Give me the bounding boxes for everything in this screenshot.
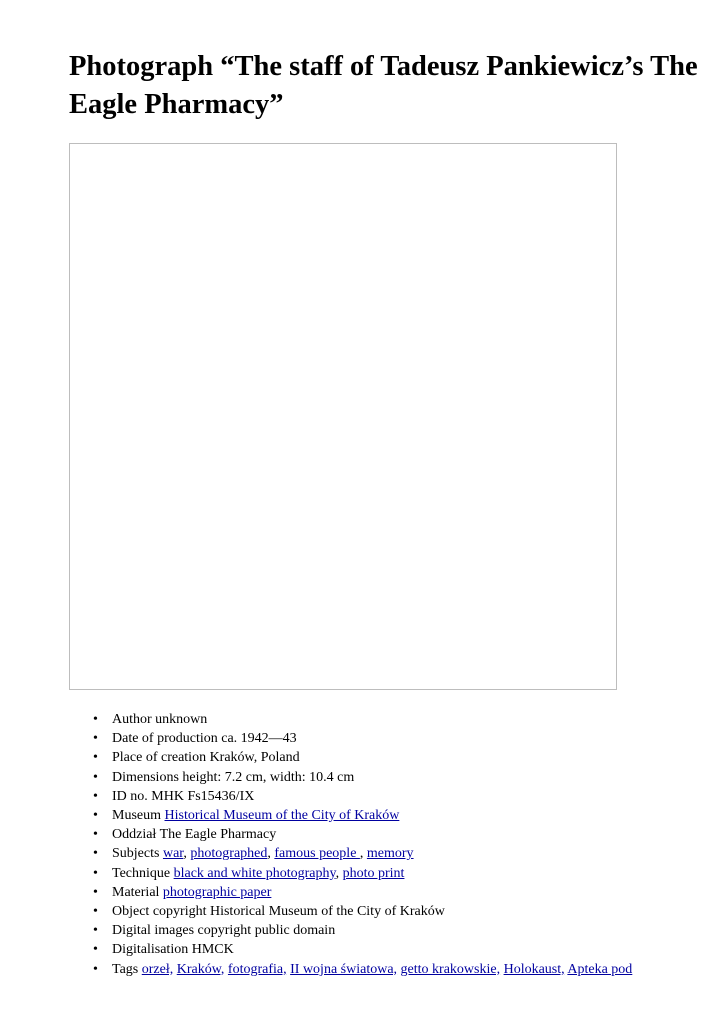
metadata-value: ca. 1942—43 (221, 731, 297, 747)
metadata-value: The Eagle Pharmacy (159, 827, 277, 843)
metadata-value: height: 7.2 cm, width: 10.4 cm (182, 769, 355, 785)
tag-link-orzel[interactable]: orzeł, (141, 961, 174, 977)
bullet-icon: • (93, 750, 98, 766)
metadata-label: Place of creation (112, 750, 207, 766)
metadata-item-date (69, 729, 689, 748)
tag-link-getto-krakowskie[interactable]: getto krakowskie, (400, 961, 501, 977)
technique-link-bw-photography[interactable]: black and white photography (173, 865, 336, 881)
metadata-item-material (69, 883, 689, 902)
bullet-icon: • (93, 884, 98, 900)
tag-link-holokaust[interactable]: Holokaust, (503, 961, 565, 977)
subject-link-war[interactable]: war (162, 846, 184, 862)
metadata-list (69, 710, 689, 979)
bullet-icon: • (93, 731, 98, 747)
metadata-label: Technique (112, 865, 171, 881)
bullet-icon: • (93, 846, 98, 862)
metadata-label: Date of production (112, 731, 218, 747)
metadata-value: public domain (254, 923, 336, 939)
museum-link[interactable]: Historical Museum of the City of Kraków (164, 808, 400, 824)
metadata-label: Digital images copyright (112, 923, 252, 939)
metadata-label: Material (112, 884, 160, 900)
metadata-item-museum (69, 806, 689, 825)
metadata-item-digitalisation (69, 940, 689, 959)
subject-link-famous-people[interactable]: famous people (274, 846, 360, 862)
bullet-icon: • (93, 769, 98, 785)
page-title: Photograph “The staff of Tadeusz Pankiewicz’s The Eagle Pharmacy” (69, 51, 698, 120)
metadata-item-branch (69, 825, 689, 844)
metadata-label: Museum (112, 808, 161, 824)
metadata-label: Subjects (112, 846, 160, 862)
bullet-icon: • (93, 961, 98, 977)
metadata-label: Object copyright (112, 904, 207, 920)
bullet-icon: • (93, 788, 98, 804)
subject-link-photographed[interactable]: photographed (190, 846, 268, 862)
metadata-item-object-copyright (69, 902, 689, 921)
metadata-label: Digitalisation (112, 942, 189, 958)
tag-link-fotografia[interactable]: fotografia, (227, 961, 287, 977)
material-link[interactable]: photographic paper (162, 884, 272, 900)
bullet-icon: • (93, 942, 98, 958)
metadata-item-digital-copyright (69, 921, 689, 940)
bullet-icon: • (93, 808, 98, 824)
metadata-value: MHK Fs15436/IX (151, 788, 255, 804)
bullet-icon: • (93, 904, 98, 920)
metadata-value: Kraków, Poland (209, 750, 300, 766)
metadata-item-place (69, 748, 689, 767)
metadata-value: HMCK (191, 942, 234, 958)
metadata-item-dimensions (69, 768, 689, 787)
metadata-label: ID no. (112, 788, 148, 804)
metadata-item-tags (69, 960, 689, 979)
metadata-label: Oddział (112, 827, 157, 843)
bullet-icon: • (93, 827, 98, 843)
bullet-icon: • (93, 712, 98, 727)
metadata-item-author (69, 710, 689, 729)
metadata-item-id (69, 787, 689, 806)
tag-link-krakow[interactable]: Kraków, (176, 961, 225, 977)
photo-placeholder (69, 143, 617, 690)
bullet-icon: • (93, 923, 98, 939)
tag-link-ii-wojna-swiatowa[interactable]: II wojna światowa, (290, 961, 398, 977)
metadata-value: Historical Museum of the City of Kraków (209, 904, 445, 920)
metadata-item-technique: • Technique black and white photography, photo print (69, 864, 689, 883)
metadata-label: Tags (112, 961, 139, 977)
technique-link-photo-print[interactable]: photo print (342, 865, 405, 881)
metadata-label: Dimensions (112, 769, 179, 785)
bullet-icon: • (93, 865, 98, 881)
metadata-item-subjects: • Subjects war, photographed, famous people , memory (69, 844, 689, 863)
subject-link-memory[interactable]: memory (366, 846, 414, 862)
metadata-value: unknown (155, 712, 208, 727)
metadata-label: Author (112, 712, 152, 727)
tag-link-apteka-pod[interactable]: Apteka pod (567, 961, 633, 977)
